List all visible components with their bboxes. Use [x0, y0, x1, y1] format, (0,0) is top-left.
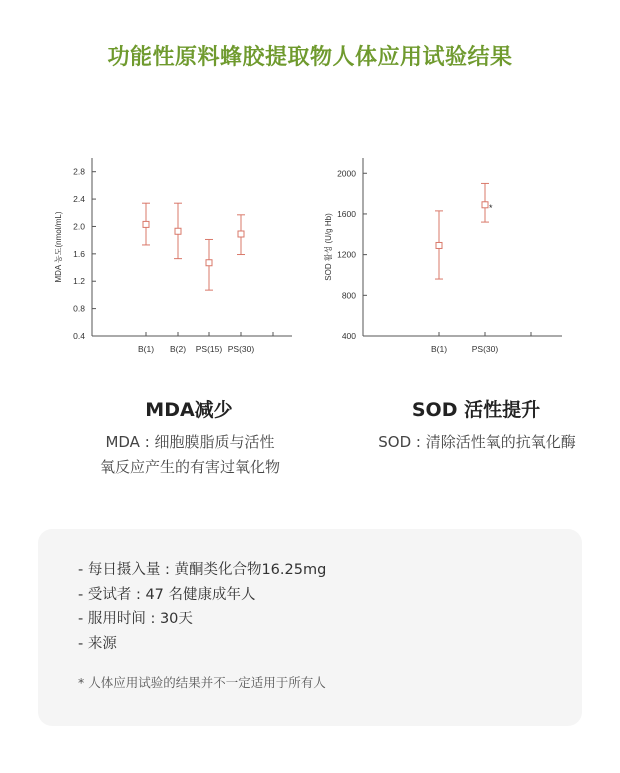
y-tick-label: 2.0 [73, 221, 85, 232]
data-point [206, 260, 212, 266]
sod-chart [320, 150, 580, 370]
mda-caption-title: MDA减少 [145, 399, 233, 421]
x-tick-label: B(1) [430, 344, 448, 354]
y-tick-label: 1.2 [73, 276, 85, 287]
info-note: * 人体应用试验的结果并不一定适用于所有人 [78, 675, 326, 690]
info-list [78, 558, 326, 656]
mda-chart-svg [50, 150, 310, 370]
sod-caption-title: SOD 活性提升 [411, 399, 541, 421]
y-tick-label: 400 [341, 331, 356, 341]
mda-chart [50, 150, 310, 370]
sod-chart-svg [320, 150, 580, 370]
info-item: - 来源 [78, 635, 117, 652]
y-tick-label: 1200 [337, 249, 356, 260]
info-item: - 服用时间 : 30天 [78, 611, 193, 627]
y-tick-label: 2.8 [73, 166, 85, 177]
y-tick-label: 2000 [337, 168, 356, 179]
y-tick-label: 2.4 [73, 194, 85, 205]
y-tick-label: 1.6 [73, 248, 85, 259]
significance-marker: * [489, 202, 493, 213]
mda-desc-line: 氧反应产生的有害过氧化物 [99, 458, 280, 476]
info-item: - 受试者 : 47 名健康成年人 [78, 586, 256, 603]
page-title: 功能性原料蜂胶提取物人体应用试验结果 [107, 45, 513, 70]
y-axis-label: MDA 농도(nmol/mL) [54, 211, 63, 283]
sod-desc-line: SOD : 清除活性氧的抗氧化酶 [378, 433, 576, 451]
x-tick-label: B(2) [169, 344, 187, 354]
y-axis-label: SOD 활성 (U/g Hb) [324, 213, 333, 281]
x-tick-label: PS(15) [195, 344, 223, 354]
data-point [238, 231, 244, 237]
info-box [38, 529, 582, 726]
y-tick-label: 0.8 [73, 303, 85, 314]
x-tick-label: B(1) [137, 344, 155, 354]
sod-caption-desc [347, 430, 607, 455]
y-tick-label: 0.4 [73, 331, 85, 341]
y-tick-label: 1600 [337, 208, 356, 219]
mda-desc-line: MDA : 细胞膜脂质与活性 [105, 433, 275, 451]
data-point [436, 242, 442, 248]
info-item: - 每日摄入量 : 黄酮类化合物16.25mg [78, 562, 327, 578]
data-point [143, 221, 149, 227]
data-point [482, 202, 488, 208]
x-tick-label: PS(30) [227, 344, 255, 354]
data-point [175, 228, 181, 234]
mda-caption-desc [60, 430, 320, 480]
x-tick-label: PS(30) [471, 344, 499, 354]
y-tick-label: 800 [341, 290, 356, 301]
